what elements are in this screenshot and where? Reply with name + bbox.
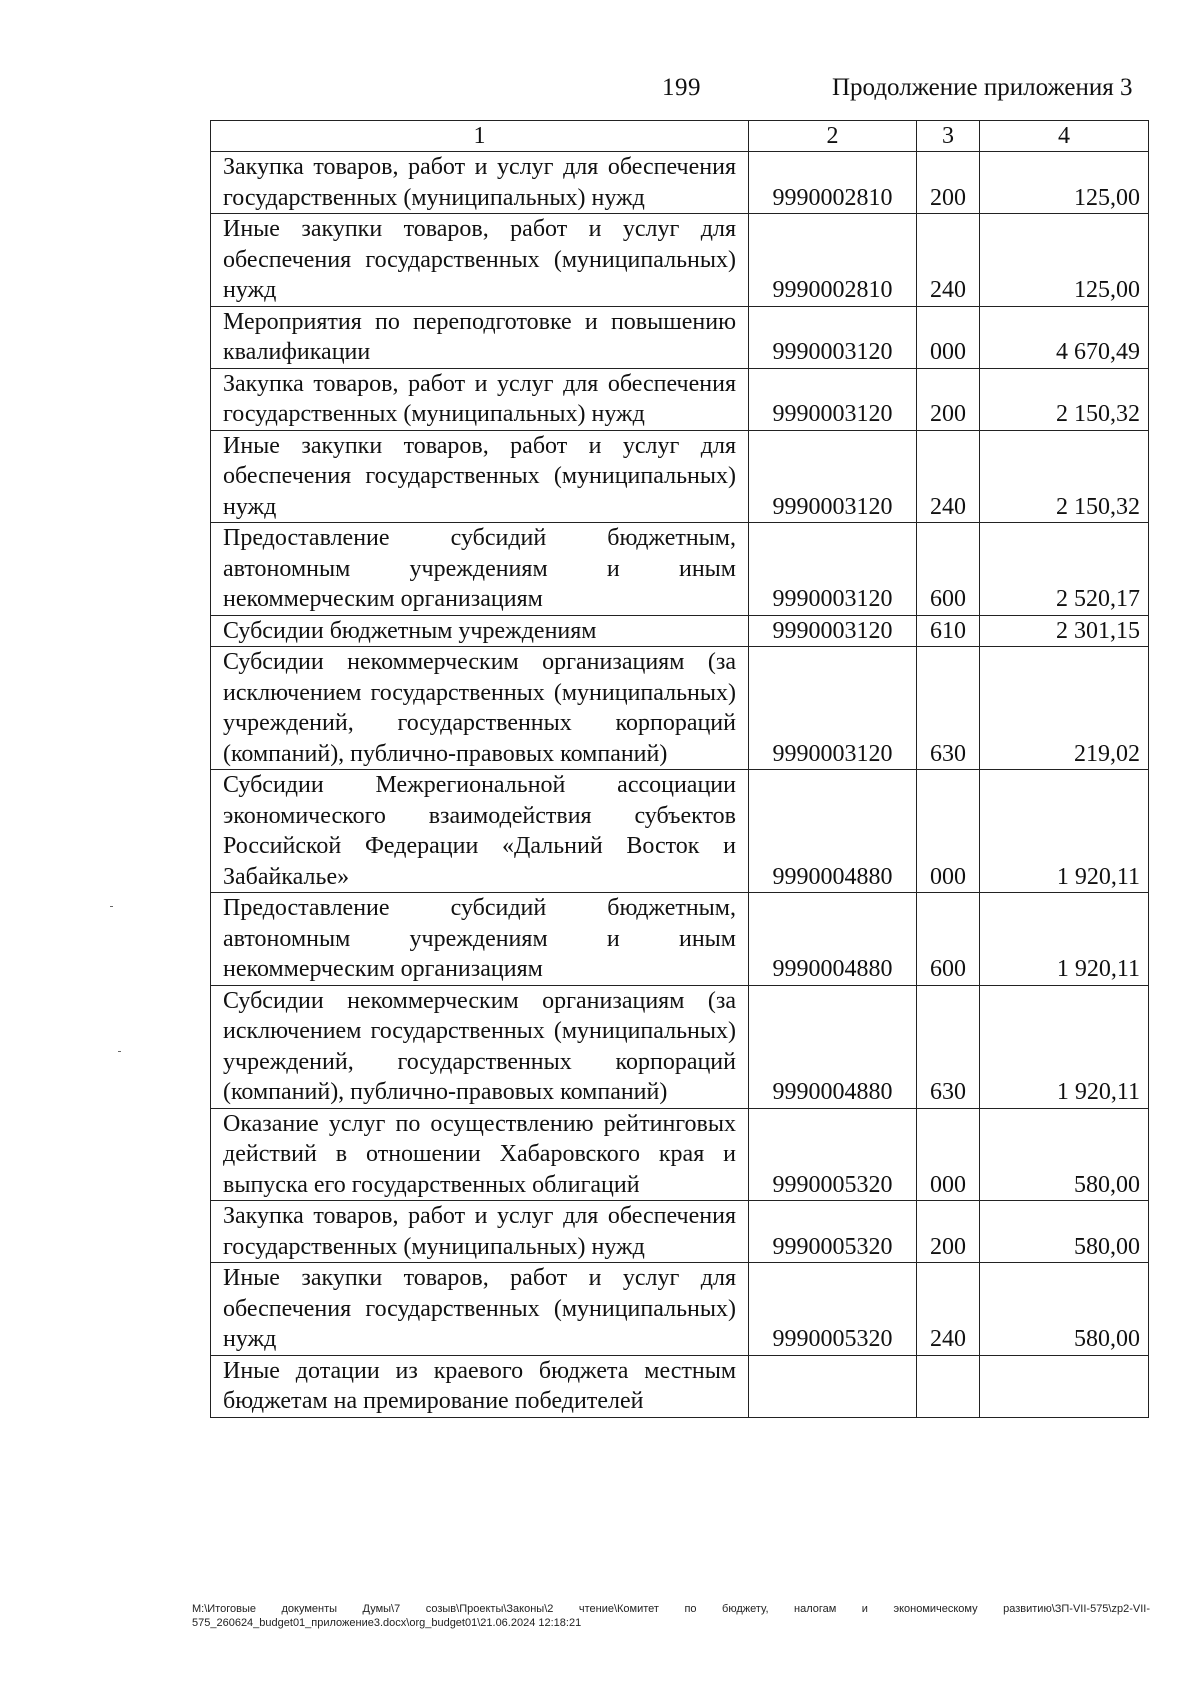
row-name-cell: Иные дотации из краевого бюджета местным бюджетам на премирование победителей: [211, 1355, 749, 1417]
row-name-cell: Субсидии некоммерческим организациям (за исключением государственных (муниципальных) учреждений, государственных корпораций (компаний), публично-правовых компаний): [211, 985, 749, 1108]
row-name-cell: Закупка товаров, работ и услуг для обеспечения государственных (муниципальных) нужд: [211, 1201, 749, 1263]
table-row: [211, 523, 1149, 616]
scan-speck: [110, 906, 113, 907]
row-type-cell: 000: [917, 770, 980, 893]
row-code-cell: 9990002810: [749, 152, 917, 214]
row-code-cell: 9990002810: [749, 214, 917, 307]
row-type-cell: 200: [917, 152, 980, 214]
row-code-cell: 9990003120: [749, 647, 917, 770]
row-code-cell: 9990003120: [749, 368, 917, 430]
row-sum-cell: 2 150,32: [980, 368, 1149, 430]
row-type-cell: 630: [917, 647, 980, 770]
row-type-cell: 000: [917, 1108, 980, 1201]
row-code-cell: 9990004880: [749, 770, 917, 893]
row-code-cell: 9990004880: [749, 893, 917, 986]
table-row: [211, 1108, 1149, 1201]
row-code-cell: 9990005320: [749, 1108, 917, 1201]
table-row: [211, 152, 1149, 214]
table-row: [211, 214, 1149, 307]
column-header-1: 1: [211, 121, 749, 152]
row-name-cell: Оказание услуг по осуществлению рейтинговых действий в отношении Хабаровского края и выпуска его государственных облигаций: [211, 1108, 749, 1201]
row-type-cell: 200: [917, 368, 980, 430]
row-code-cell: 9990005320: [749, 1263, 917, 1356]
row-type-cell: 610: [917, 615, 980, 647]
row-sum-cell: 580,00: [980, 1201, 1149, 1263]
document-file-path: M:\Итоговые документы Думы\7 созыв\Проекты\Законы\2 чтение\Комитет по бюджету, налогам и экономическому развитию\ЗП-VII-575\zp2-VII-575_260624_budget01_приложение3.docx\org_budget01\21.06.2024 12:18:21: [192, 1603, 1150, 1629]
row-code-cell: 9990003120: [749, 306, 917, 368]
column-header-4: 4: [980, 121, 1149, 152]
row-sum-cell: 1 920,11: [980, 893, 1149, 986]
table-row: [211, 647, 1149, 770]
row-sum-cell: 2 150,32: [980, 430, 1149, 523]
row-sum-cell: 580,00: [980, 1263, 1149, 1356]
table-row: [211, 615, 1149, 647]
row-type-cell: 200: [917, 1201, 980, 1263]
row-sum-cell: 1 920,11: [980, 985, 1149, 1108]
row-code-cell: 9990003120: [749, 523, 917, 616]
table-row: [211, 985, 1149, 1108]
row-sum-cell: 4 670,49: [980, 306, 1149, 368]
row-name-cell: Закупка товаров, работ и услуг для обеспечения государственных (муниципальных) нужд: [211, 152, 749, 214]
table-row: [211, 1201, 1149, 1263]
row-name-cell: Мероприятия по переподготовке и повышению квалификации: [211, 306, 749, 368]
table-row: [211, 770, 1149, 893]
table-row: [211, 430, 1149, 523]
row-sum-cell: 2 301,15: [980, 615, 1149, 647]
row-sum-cell: 219,02: [980, 647, 1149, 770]
row-sum-cell: [980, 1355, 1149, 1417]
budget-table: [210, 120, 1149, 1418]
row-code-cell: 9990004880: [749, 985, 917, 1108]
row-name-cell: Предоставление субсидий бюджетным, автономным учреждениям и иным некоммерческим организациям: [211, 893, 749, 986]
row-name-cell: Субсидии некоммерческим организациям (за исключением государственных (муниципальных) учреждений, государственных корпораций (компаний), публично-правовых компаний): [211, 647, 749, 770]
scan-speck: [118, 1051, 121, 1052]
row-code-cell: 9990003120: [749, 615, 917, 647]
row-sum-cell: 2 520,17: [980, 523, 1149, 616]
row-name-cell: Иные закупки товаров, работ и услуг для обеспечения государственных (муниципальных) нужд: [211, 214, 749, 307]
column-header-2: 2: [749, 121, 917, 152]
table-row: [211, 1263, 1149, 1356]
row-type-cell: 630: [917, 985, 980, 1108]
row-name-cell: Иные закупки товаров, работ и услуг для обеспечения государственных (муниципальных) нужд: [211, 430, 749, 523]
row-type-cell: [917, 1355, 980, 1417]
row-code-cell: 9990005320: [749, 1201, 917, 1263]
row-sum-cell: 125,00: [980, 152, 1149, 214]
row-code-cell: 9990003120: [749, 430, 917, 523]
table-header-row: [211, 121, 1149, 152]
page-number: 199: [662, 74, 701, 101]
row-type-cell: 600: [917, 523, 980, 616]
row-name-cell: Иные закупки товаров, работ и услуг для обеспечения государственных (муниципальных) нужд: [211, 1263, 749, 1356]
column-header-3: 3: [917, 121, 980, 152]
row-type-cell: 000: [917, 306, 980, 368]
row-type-cell: 240: [917, 214, 980, 307]
table-row: [211, 1355, 1149, 1417]
row-name-cell: Субсидии бюджетным учреждениям: [211, 615, 749, 647]
row-sum-cell: 1 920,11: [980, 770, 1149, 893]
row-name-cell: Предоставление субсидий бюджетным, автономным учреждениям и иным некоммерческим организациям: [211, 523, 749, 616]
row-name-cell: Субсидии Межрегиональной ассоциации экономического взаимодействия субъектов Российской Федерации «Дальний Восток и Забайкалье»: [211, 770, 749, 893]
continuation-note: Продолжение приложения 3: [832, 74, 1133, 101]
row-sum-cell: 580,00: [980, 1108, 1149, 1201]
row-code-cell: [749, 1355, 917, 1417]
row-type-cell: 240: [917, 1263, 980, 1356]
table-row: [211, 893, 1149, 986]
row-type-cell: 240: [917, 430, 980, 523]
row-sum-cell: 125,00: [980, 214, 1149, 307]
table-row: [211, 368, 1149, 430]
row-type-cell: 600: [917, 893, 980, 986]
row-name-cell: Закупка товаров, работ и услуг для обеспечения государственных (муниципальных) нужд: [211, 368, 749, 430]
table-row: [211, 306, 1149, 368]
